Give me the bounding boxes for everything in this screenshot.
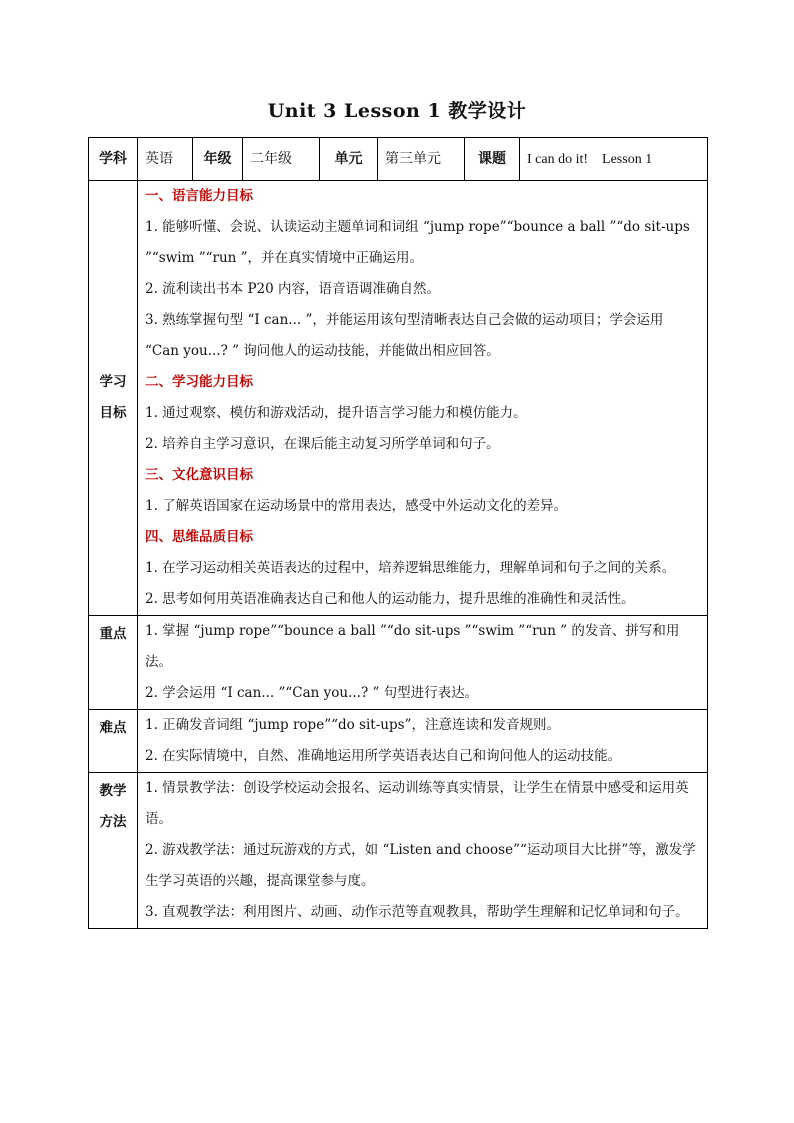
methods-row	[89, 773, 708, 929]
key-point-item: 2. 学会运用 “I can... ”“Can you...? ” 句型进行表达。	[145, 685, 479, 701]
difficulties-content	[138, 710, 708, 773]
objective-item: 3. 熟练掌握句型 “I can... ”，并能运用该句型清晰表达自己会做的运动项目；学会运用 “Can you...? ” 询问他人的运动技能，并能做出相应回答。	[145, 312, 664, 359]
objective-item: 1. 能够听懂、会说、认读运动主题单词和词组 “jump rope”“bounce a ball ”“do sit-ups ”“swim ”“run ”，并在真实情境中正确运用。	[145, 219, 690, 266]
difficulty-item: 1. 正确发音词组 “jump rope”“do sit-ups”，注意连读和发音规则。	[145, 717, 560, 733]
objective-item: 1. 通过观察、模仿和游戏活动，提升语言学习能力和模仿能力。	[145, 405, 527, 421]
objectives-label-line2: 目标	[99, 405, 127, 421]
unit-label: 单元	[320, 138, 378, 181]
methods-label	[89, 773, 138, 929]
grade-value: 二年级	[243, 138, 320, 181]
subject-value: 英语	[138, 138, 193, 181]
objectives-label	[89, 181, 138, 616]
page-title: Unit 3 Lesson 1 教学设计	[267, 100, 527, 122]
methods-label-line1: 教学	[99, 783, 127, 799]
objective-item: 2. 培养自主学习意识，在课后能主动复习所学单词和句子。	[145, 436, 500, 452]
methods-content	[138, 773, 708, 929]
objective-item: 1. 在学习运动相关英语表达的过程中，培养逻辑思维能力，理解单词和句子之间的关系。	[145, 560, 676, 576]
section-heading-learning: 二、学习能力目标	[145, 374, 253, 390]
objective-item: 1. 了解英语国家在运动场景中的常用表达，感受中外运动文化的差异。	[145, 498, 568, 514]
objectives-row	[89, 181, 708, 616]
method-item: 3. 直观教学法：利用图片、动画、动作示范等直观教具，帮助学生理解和记忆单词和句子。	[145, 904, 689, 920]
objective-item: 2. 流利读出书本 P20 内容，语音语调准确自然。	[145, 281, 441, 297]
unit-value: 第三单元	[378, 138, 465, 181]
difficulty-item: 2. 在实际情境中，自然、准确地运用所学英语表达自己和询问他人的运动技能。	[145, 748, 622, 764]
objective-item: 2. 思考如何用英语准确表达自己和他人的运动能力，提升思维的准确性和灵活性。	[145, 591, 635, 607]
lesson-value: I can do it! Lesson 1	[520, 138, 708, 181]
key-points-row	[89, 616, 708, 710]
key-points-label: 重点	[89, 616, 138, 710]
method-item: 2. 游戏教学法：通过玩游戏的方式，如 “Listen and choose”“运动项目大比拼”等，激发学生学习英语的兴趣，提高课堂参与度。	[145, 842, 696, 889]
subject-label: 学科	[89, 138, 138, 181]
section-heading-culture: 三、文化意识目标	[145, 467, 253, 483]
lesson-label: 课题	[465, 138, 520, 181]
key-point-item: 1. 掌握 “jump rope”“bounce a ball ”“do sit-ups ”“swim ”“run ” 的发音、拼写和用法。	[145, 623, 680, 670]
grade-label: 年级	[193, 138, 243, 181]
method-item: 1. 情景教学法：创设学校运动会报名、运动训练等真实情景，让学生在情景中感受和运用英语。	[145, 780, 689, 827]
header-row	[89, 138, 708, 181]
methods-label-line2: 方法	[99, 814, 127, 830]
difficulties-label: 难点	[89, 710, 138, 773]
lesson-plan-table	[88, 137, 708, 929]
key-points-content	[138, 616, 708, 710]
objectives-label-line1: 学习	[99, 374, 127, 390]
section-heading-thinking: 四、思维品质目标	[145, 529, 253, 545]
difficulties-row	[89, 710, 708, 773]
objectives-content	[138, 181, 708, 616]
section-heading-language: 一、语言能力目标	[145, 188, 253, 204]
